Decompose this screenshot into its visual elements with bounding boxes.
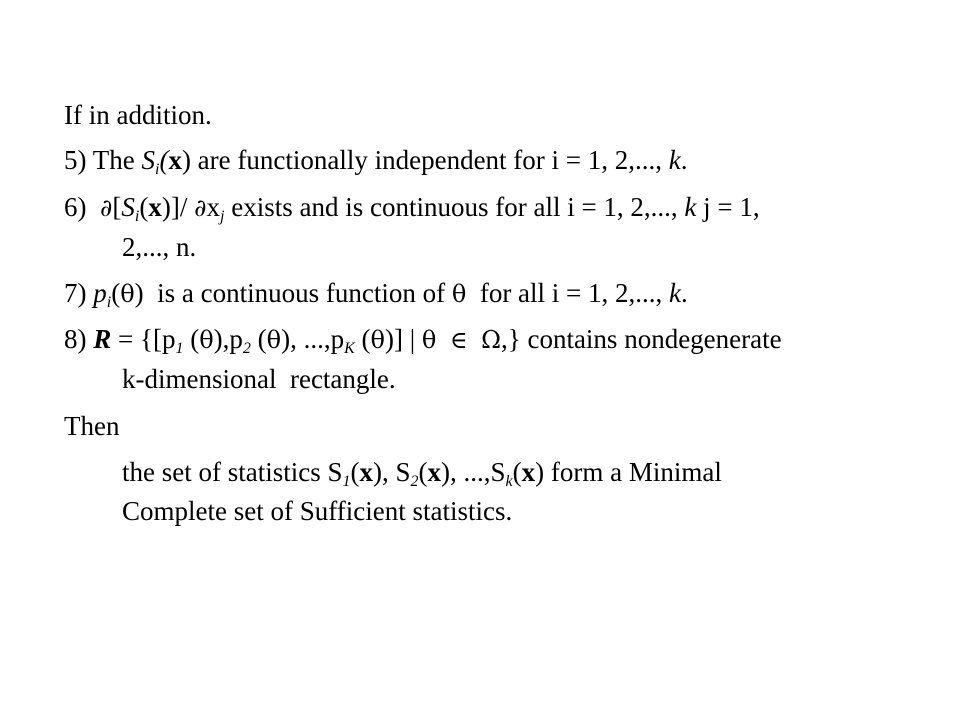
item-7-text: is a continuous function of [143, 278, 452, 308]
item-8-t4: ), ...,p [281, 324, 345, 354]
conclusion-sub-2: 2 [410, 473, 419, 490]
conclusion-lparen-2: ( [418, 457, 428, 487]
item-6-cont-text: 2,..., n. [122, 232, 197, 262]
item-8-sub-1: 1 [175, 340, 184, 357]
item-8-cont-text: k-dimensional rectangle. [122, 364, 396, 394]
item-6-xj: x [206, 192, 221, 222]
item-5 [64, 143, 688, 177]
item-5-k: k [668, 145, 681, 175]
item-7-end: . [681, 278, 688, 308]
conclusion [122, 455, 722, 489]
conclusion-sub-1: 1 [342, 473, 351, 490]
item-8-R: R [93, 324, 112, 354]
item-6-end: j = 1, [696, 192, 760, 222]
item-8-lead: 8) [64, 324, 94, 354]
conclusion-b: ), S [372, 457, 411, 487]
item-5-S: S [141, 145, 155, 175]
item-8-t3: ( [250, 324, 267, 354]
item-8-text: ,} contains nondegenerate [501, 324, 782, 354]
conclusion-x-1: x [359, 457, 373, 487]
item-6-sub-i: i [134, 208, 140, 225]
theta-symbol: θ [451, 280, 467, 308]
theta-symbol: θ [120, 280, 135, 308]
conclusion-lead: the set of statistics S [122, 457, 343, 487]
item-6-sub-j: j [220, 208, 225, 225]
conclusion-x-3: x [521, 457, 536, 487]
conclusion-continuation [122, 494, 512, 528]
theta-symbol: θ [370, 326, 385, 354]
item-6-text: exists and is continuous for all i = 1, 2,..., [224, 192, 685, 222]
item-6-k: k [684, 192, 697, 222]
conclusion-x-2: x [427, 457, 441, 487]
item-7 [64, 276, 688, 311]
item-7-k: k [669, 278, 682, 308]
item-5-text: ) are functionally independent for i = 1, 2,..., [181, 145, 669, 175]
item-7-lead: 7) [64, 278, 94, 308]
item-7-lparen: ( [111, 278, 121, 308]
conclusion-lparen-1: ( [350, 457, 360, 487]
intro-line [64, 98, 212, 132]
conclusion-lparen-3: ( [512, 457, 522, 487]
conclusion-cont-text: Complete set of Sufficient statistics. [122, 496, 513, 526]
then-text: Then [64, 411, 120, 441]
item-8-t5: ( [354, 324, 371, 354]
item-5-x: x [168, 145, 182, 175]
item-5-sub-i: i [154, 161, 160, 178]
item-6-lparen: ( [139, 192, 149, 222]
partial-symbol: ∂ [194, 194, 207, 222]
item-6-bracket: [ [112, 192, 122, 222]
item-8 [64, 322, 782, 357]
item-7-rparen: ) [134, 278, 144, 308]
partial-symbol: ∂ [100, 194, 113, 222]
item-8-t7 [436, 324, 450, 354]
conclusion-c: ), ...,S [441, 457, 506, 487]
item-7-sub-i: i [106, 294, 112, 311]
item-8-continuation [122, 362, 396, 396]
theta-symbol: θ [199, 326, 214, 354]
item-8-t1: ( [183, 324, 200, 354]
item-6-S: S [121, 192, 135, 222]
item-8-eq: = {[p [111, 324, 176, 354]
item-6-x: x [148, 192, 162, 222]
item-7-text-2: for all i = 1, 2,..., [466, 278, 670, 308]
item-6-lead: 6) [64, 192, 100, 222]
item-6 [64, 190, 760, 225]
theta-symbol: θ [266, 326, 282, 354]
item-5-lparen: ( [159, 145, 169, 175]
theta-symbol: θ [421, 326, 437, 354]
item-8-t6: )] | [384, 324, 422, 354]
element-of-symbol: ∈ [449, 326, 468, 354]
item-8-sub-2: 2 [242, 340, 251, 357]
conclusion-sub-k: k [505, 473, 513, 490]
item-8-t8 [468, 324, 482, 354]
then-line [64, 409, 119, 443]
item-7-p: p [93, 278, 107, 308]
item-6-continuation [122, 230, 196, 264]
intro-text: If in addition. [64, 100, 212, 130]
item-5-end: . [680, 145, 688, 175]
conclusion-d: ) form a Minimal [535, 457, 722, 487]
item-8-sub-K: K [344, 340, 355, 357]
item-6-close: )]/ [161, 192, 195, 222]
omega-symbol: Ω [481, 326, 501, 354]
item-8-t2: ),p [213, 324, 243, 354]
item-5-lead: 5) The [64, 145, 142, 175]
